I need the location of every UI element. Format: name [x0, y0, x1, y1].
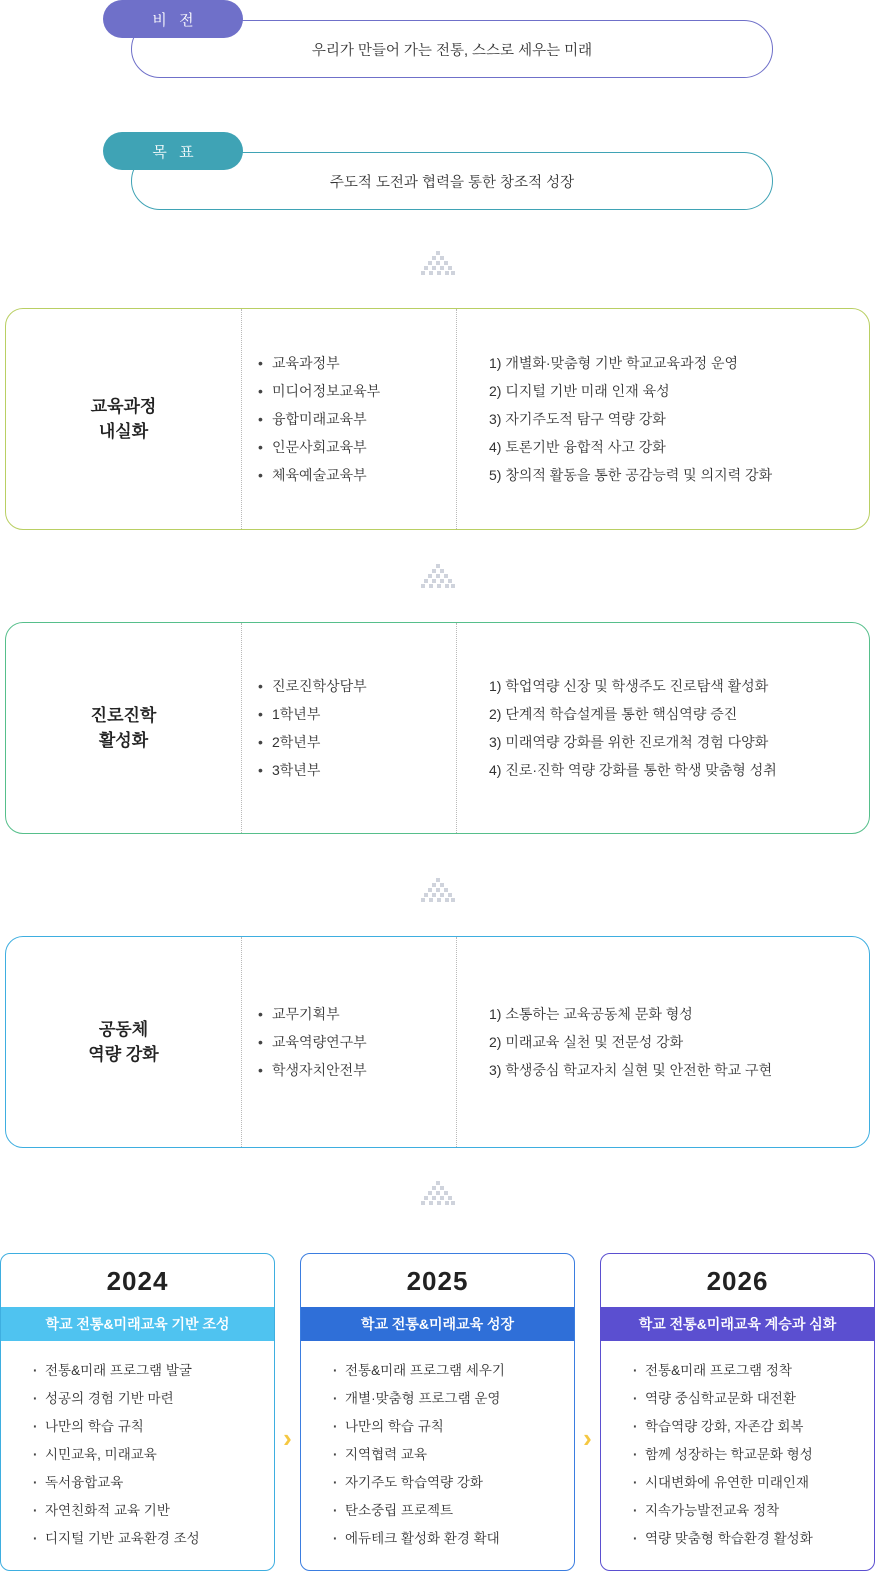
list-item: 4) 진로·진학 역량 강화를 통한 학생 맞춤형 성취 — [489, 762, 777, 778]
list-item: · 역량 맞춤형 학습환경 활성화 — [645, 1525, 874, 1553]
list-item: · 학습역량 강화, 자존감 회복 — [645, 1413, 874, 1441]
list-item: • 2학년부 — [272, 728, 456, 756]
list-item: 3) 자기주도적 탐구 역량 강화 — [489, 411, 666, 427]
list-item: · 시대변화에 유연한 미래인재 — [645, 1469, 874, 1497]
list-item: · 탄소중립 프로젝트 — [345, 1497, 574, 1525]
strategy-1-title: 교육과정 내실화 — [90, 396, 157, 441]
goal-banner — [103, 143, 773, 210]
year-subtitle: 학교 전통&미래교육 성장 — [301, 1307, 574, 1341]
list-item: · 디지털 기반 교육환경 조성 — [45, 1525, 274, 1553]
list-item: · 나만의 학습 규칙 — [345, 1413, 574, 1441]
list-item: • 미디어정보교육부 — [272, 377, 456, 405]
list-item: 1) 개별화·맞춤형 기반 학교교육과정 운영 — [489, 355, 739, 371]
list-item: · 자연친화적 교육 기반 — [45, 1497, 274, 1525]
strategy-card-3 — [5, 936, 870, 1148]
list-item: 3) 미래역량 강화를 위한 진로개척 경험 다양화 — [489, 734, 769, 750]
strategy-card-2 — [5, 622, 870, 834]
goal-tag: 목 표 — [103, 132, 243, 170]
year-number: 2025 — [406, 1266, 469, 1296]
year-subtitle: 학교 전통&미래교육 기반 조성 — [1, 1307, 274, 1341]
vision-tag: 비 전 — [103, 0, 243, 38]
strategy-card-1 — [5, 308, 870, 530]
list-item: • 1학년부 — [272, 700, 456, 728]
roadmap-row — [0, 1253, 875, 1563]
year-subtitle: 학교 전통&미래교육 계승과 심화 — [601, 1307, 874, 1341]
strategy-3-title: 공동체 역량 강화 — [88, 1019, 159, 1064]
list-item: · 전통&미래 프로그램 세우기 — [345, 1357, 574, 1385]
list-item: · 독서융합교육 — [45, 1469, 274, 1497]
strategy-1-tasks — [456, 309, 869, 529]
list-item: • 교육역량연구부 — [272, 1028, 456, 1056]
list-item: · 성공의 경험 기반 마련 — [45, 1385, 274, 1413]
strategy-1-departments — [241, 309, 456, 529]
list-item: • 진로진학상담부 — [272, 672, 456, 700]
chevron-down-icon — [0, 250, 875, 276]
list-item: · 에듀테크 활성화 환경 확대 — [345, 1525, 574, 1553]
chevron-down-icon — [0, 1180, 875, 1206]
year-item-list — [301, 1341, 574, 1570]
list-item: 2) 단계적 학습설계를 통한 핵심역량 증진 — [489, 706, 738, 722]
list-item: • 교무기획부 — [272, 1000, 456, 1028]
list-item: • 교육과정부 — [272, 349, 456, 377]
list-item: · 개별·맞춤형 프로그램 운영 — [345, 1385, 574, 1413]
arrow-right-icon: › — [283, 1423, 292, 1453]
vision-banner — [103, 11, 773, 78]
list-item: • 체육예술교육부 — [272, 461, 456, 489]
strategy-2-tasks — [456, 623, 869, 833]
list-item: 3) 학생중심 학교자치 실현 및 안전한 학교 구현 — [489, 1062, 773, 1078]
year-card-2026 — [600, 1253, 875, 1571]
strategy-3-departments — [241, 937, 456, 1147]
year-item-list — [601, 1341, 874, 1570]
strategy-3-tasks — [456, 937, 869, 1147]
list-item: 1) 학업역량 신장 및 학생주도 진로탐색 활성화 — [489, 678, 769, 694]
list-item: · 역량 중심학교문화 대전환 — [645, 1385, 874, 1413]
strategy-2-departments — [241, 623, 456, 833]
vision-text: 우리가 만들어 가는 전통, 스스로 세우는 미래 — [311, 42, 593, 59]
list-item: · 나만의 학습 규칙 — [45, 1413, 274, 1441]
arrow-right-icon: › — [583, 1423, 592, 1453]
list-item: · 지속가능발전교육 정착 — [645, 1497, 874, 1525]
list-item: · 전통&미래 프로그램 정착 — [645, 1357, 874, 1385]
list-item: • 융합미래교육부 — [272, 405, 456, 433]
year-number: 2026 — [706, 1266, 769, 1296]
list-item: · 함께 성장하는 학교문화 형성 — [645, 1441, 874, 1469]
year-card-2024 — [0, 1253, 275, 1571]
strategy-2-title: 진로진학 활성화 — [90, 705, 157, 750]
list-item: • 학생자치안전부 — [272, 1056, 456, 1084]
list-item: · 전통&미래 프로그램 발굴 — [45, 1357, 274, 1385]
chevron-down-icon — [0, 563, 875, 589]
list-item: 2) 디지털 기반 미래 인재 육성 — [489, 383, 670, 399]
list-item: • 인문사회교육부 — [272, 433, 456, 461]
goal-text: 주도적 도전과 협력을 통한 창조적 성장 — [329, 174, 575, 191]
chevron-down-icon — [0, 877, 875, 903]
year-number: 2024 — [106, 1266, 169, 1296]
list-item: · 지역협력 교육 — [345, 1441, 574, 1469]
list-item: · 시민교육, 미래교육 — [45, 1441, 274, 1469]
list-item: • 3학년부 — [272, 756, 456, 784]
list-item: · 자기주도 학습역량 강화 — [345, 1469, 574, 1497]
list-item: 4) 토론기반 융합적 사고 강화 — [489, 439, 666, 455]
year-item-list — [1, 1341, 274, 1570]
list-item: 5) 창의적 활동을 통한 공감능력 및 의지력 강화 — [489, 467, 773, 483]
year-card-2025 — [300, 1253, 575, 1571]
list-item: 1) 소통하는 교육공동체 문화 형성 — [489, 1006, 693, 1022]
list-item: 2) 미래교육 실천 및 전문성 강화 — [489, 1034, 684, 1050]
